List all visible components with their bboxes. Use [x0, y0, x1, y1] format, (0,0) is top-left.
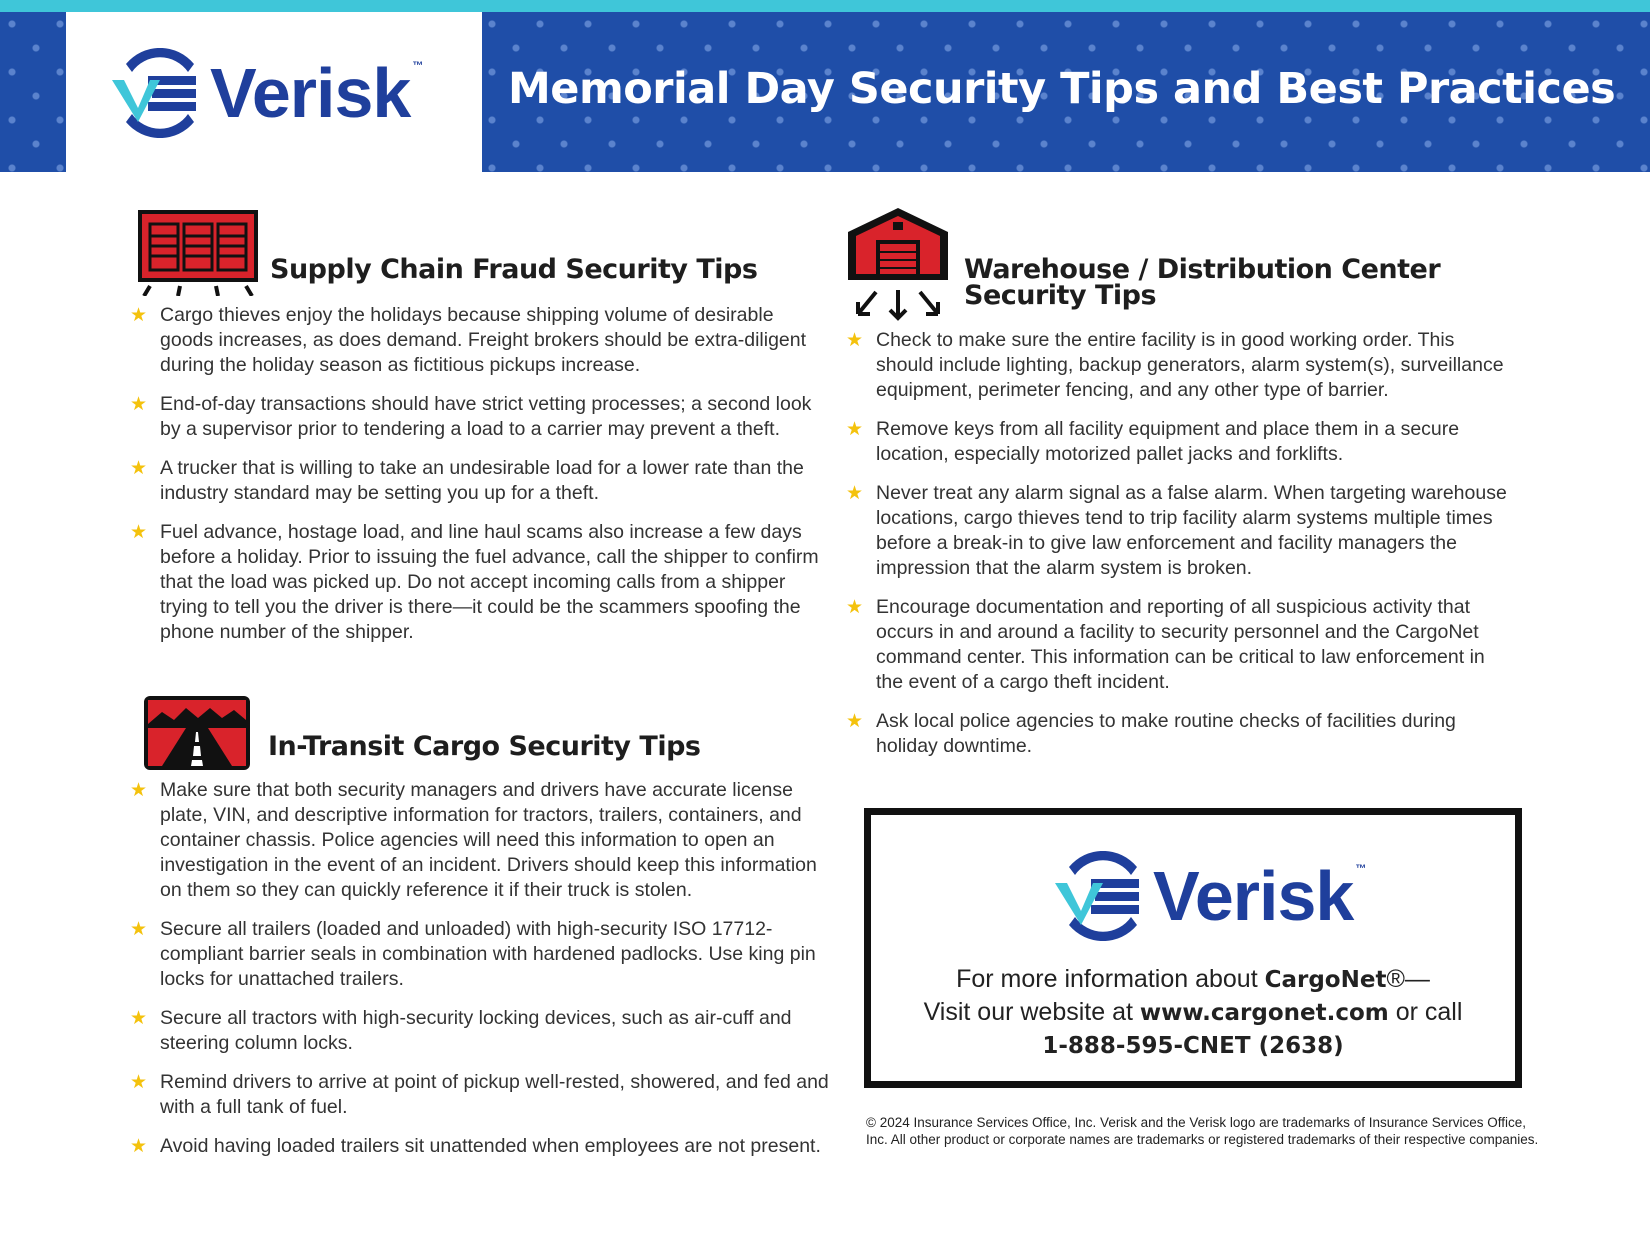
- tip-text: Remind drivers to arrive at point of pickup well-rested, showered, and fed and with a full tank of fuel.: [160, 1071, 829, 1118]
- list-item: [130, 1006, 830, 1056]
- info-line-2-suffix: or call: [1388, 998, 1463, 1026]
- verisk-logo-large: [1053, 851, 1366, 941]
- star-bullet-icon: ★: [846, 711, 864, 732]
- tip-text: Cargo thieves enjoy the holidays because shipping volume of desirable goods increases, as does demand. Freight brokers should be extra-diligent during the holiday season as fictitious pickups increase.: [160, 304, 807, 376]
- star-bullet-icon: ★: [130, 522, 148, 543]
- star-bullet-icon: ★: [846, 419, 864, 440]
- tip-text: Never treat any alarm signal as a false alarm. When targeting warehouse locations, cargo thieves tend to trip facility alarm systems multiple times before a break-in to give law enforcement and facility managers the impression that the alarm system is broken.: [876, 482, 1507, 579]
- list-item: [846, 481, 1516, 581]
- in-transit-heading: In-Transit Cargo Security Tips: [268, 731, 701, 762]
- warehouse-doors-icon: [136, 210, 260, 296]
- page-title: Memorial Day Security Tips and Best Practices: [508, 64, 1616, 114]
- list-item: [846, 417, 1516, 467]
- phone-number[interactable]: 1-888-595-CNET (2638): [1042, 1033, 1344, 1059]
- star-bullet-icon: ★: [846, 330, 864, 351]
- info-line-2-prefix: Visit our website at: [923, 998, 1140, 1026]
- highway-icon: [142, 694, 252, 772]
- list-item: [130, 520, 820, 645]
- website-link[interactable]: www.cargonet.com: [1139, 1000, 1389, 1026]
- star-bullet-icon: ★: [130, 1008, 148, 1029]
- info-line-1: [871, 963, 1515, 997]
- list-item: [846, 709, 1516, 759]
- list-item: [130, 1134, 830, 1159]
- info-line-2: [871, 996, 1515, 1030]
- star-bullet-icon: ★: [130, 919, 148, 940]
- warehouse-tips-list: [846, 328, 1516, 773]
- copyright-notice: © 2024 Insurance Services Office, Inc. Verisk and the Verisk logo are trademarks of Insurance Services Office, Inc. All other product or corporate names are trademarks or registered trademarks of their respective companies.: [866, 1115, 1539, 1147]
- warehouse-heading-line2: Security Tips: [964, 280, 1157, 311]
- top-accent-stripe: [0, 0, 1650, 12]
- verisk-logo: [110, 48, 423, 138]
- tip-text: A trucker that is willing to take an undesirable load for a lower rate than the industry standard may be setting you up for a theft.: [160, 457, 804, 504]
- star-bullet-icon: ★: [130, 305, 148, 326]
- logo-wordmark: Verisk: [210, 54, 411, 132]
- info-line-3: [871, 1029, 1515, 1063]
- list-item: [130, 303, 820, 378]
- list-item: [846, 595, 1516, 695]
- star-bullet-icon: ★: [130, 394, 148, 415]
- logo-trademark: ™: [412, 60, 424, 72]
- in-transit-tips-list: [130, 778, 830, 1173]
- warehouse-distribution-icon: [846, 206, 950, 322]
- list-item: [846, 328, 1516, 403]
- tip-text: End-of-day transactions should have strict vetting processes; a second look by a supervisor prior to tendering a load to a carrier may prevent a theft.: [160, 393, 812, 440]
- info-line-1-prefix: For more information about: [956, 965, 1265, 993]
- verisk-logo-mark-icon: [110, 48, 204, 138]
- list-item: [130, 456, 820, 506]
- tip-text: Check to make sure the entire facility is in good working order. This should include lighting, backup generators, alarm system(s), surveillance equipment, perimeter fencing, and any other type of barrier.: [876, 329, 1504, 401]
- supply-chain-heading: Supply Chain Fraud Security Tips: [270, 254, 758, 285]
- tip-text: Remove keys from all facility equipment and place them in a secure location, especially motorized pallet jacks and forklifts.: [876, 418, 1460, 465]
- logo-wordmark: Verisk: [1153, 857, 1354, 935]
- tip-text: Make sure that both security managers and drivers have accurate license plate, VIN, and descriptive information for tractors, trailers, containers, and container chassis. Police agencies will need this information to open an investigation in the event of an incident. Drivers should keep this information on them so they can quickly reference it if their truck is stolen.: [160, 779, 817, 901]
- info-line-1-suffix: ®—: [1386, 965, 1430, 993]
- star-bullet-icon: ★: [130, 1072, 148, 1093]
- contact-info-box: [864, 808, 1522, 1088]
- tip-text: Encourage documentation and reporting of all suspicious activity that occurs in and around a facility to security personnel and the CargoNet command center. This information can be critical to law enforcement in the event of a cargo theft incident.: [876, 596, 1485, 693]
- warehouse-heading-line1: Warehouse / Distribution Center: [964, 254, 1441, 285]
- tip-text: Avoid having loaded trailers sit unattended when employees are not present.: [160, 1135, 821, 1157]
- list-item: [130, 778, 830, 903]
- star-bullet-icon: ★: [130, 780, 148, 801]
- warehouse-heading: [964, 254, 1441, 311]
- star-bullet-icon: ★: [130, 1136, 148, 1157]
- list-item: [130, 1070, 830, 1120]
- verisk-logo-mark-icon: [1053, 851, 1147, 941]
- list-item: [130, 917, 830, 992]
- supply-chain-tips-list: [130, 303, 820, 659]
- tip-text: Ask local police agencies to make routine checks of facilities during holiday downtime.: [876, 710, 1456, 757]
- logo-trademark: ™: [1355, 863, 1367, 875]
- list-item: [130, 392, 820, 442]
- star-bullet-icon: ★: [846, 597, 864, 618]
- tip-text: Secure all trailers (loaded and unloaded) with high-security ISO 17712-compliant barrier seals in combination with hardened padlocks. Use king pin locks for unattached trailers.: [160, 918, 816, 990]
- tip-text: Fuel advance, hostage load, and line haul scams also increase a few days before a holiday. Prior to issuing the fuel advance, call the shipper to confirm that the load was picked up. Do not accept incoming calls from a shipper trying to tell you the driver is there—it could be the scammers spoofing the phone number of the shipper.: [160, 521, 819, 643]
- tip-text: Secure all tractors with high-security locking devices, such as air-cuff and steering column locks.: [160, 1007, 792, 1054]
- star-bullet-icon: ★: [846, 483, 864, 504]
- star-bullet-icon: ★: [130, 458, 148, 479]
- cargonet-brand: CargoNet: [1264, 967, 1387, 993]
